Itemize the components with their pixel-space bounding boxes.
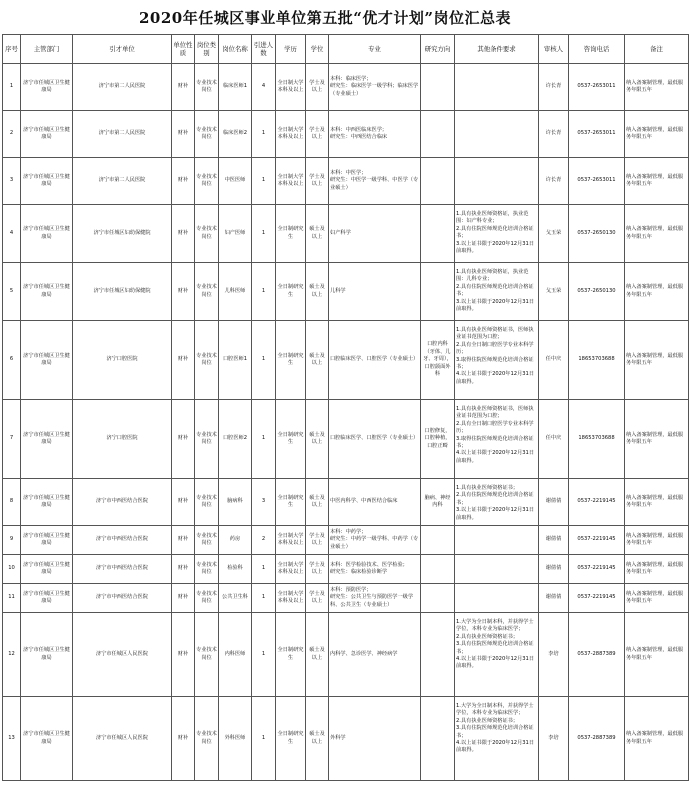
page-title: 2020年任城区事业单位第五批“优才计划”岗位汇总表 xyxy=(138,9,511,27)
table-row xyxy=(3,64,689,111)
cell-phone: 0537-2653011 xyxy=(569,64,625,111)
column-header-post: 岗位名称 xyxy=(219,35,252,64)
cell-degree: 学士及以上 xyxy=(306,584,329,613)
cell-category: 专业技术岗位 xyxy=(195,158,219,205)
table-row xyxy=(3,526,689,555)
cell-count: 1 xyxy=(252,111,276,158)
cell-unit: 济宁市第二人民医院 xyxy=(73,158,172,205)
cell-edu: 全日制大学本科及以上 xyxy=(276,64,306,111)
cell-count: 1 xyxy=(252,613,276,697)
cell-unit: 济宁市中西医结合医院 xyxy=(73,526,172,555)
table-row xyxy=(3,584,689,613)
cell-degree: 学士及以上 xyxy=(306,111,329,158)
cell-nature: 财补 xyxy=(172,584,195,613)
cell-degree: 硕士及以上 xyxy=(306,321,329,400)
cell-category: 专业技术岗位 xyxy=(195,555,219,584)
cell-nature: 财补 xyxy=(172,263,195,321)
column-header-dept: 主管部门 xyxy=(21,35,73,64)
column-header-degree: 学位 xyxy=(306,35,329,64)
cell-reviewer: 戈玉荣 xyxy=(539,205,569,263)
table-row xyxy=(3,400,689,479)
cell-count: 4 xyxy=(252,64,276,111)
cell-count: 1 xyxy=(252,697,276,781)
cell-post: 内科医师 xyxy=(219,613,252,697)
cell-reviewer: 谢倩倩 xyxy=(539,555,569,584)
cell-req: 1.大学为全日制本科，并获得学士学位，本科专业为临床医学； 2.具有执业医师资格证书； 3.具有住院医师规范化培训合格证书； 4.以上证书限于2020年12月31日前取得。 xyxy=(455,697,539,781)
cell-req xyxy=(455,526,539,555)
cell-direction xyxy=(421,205,455,263)
cell-edu: 全日制大学本科及以上 xyxy=(276,555,306,584)
cell-req: 1.具有执业医师资格证书，医师执业证书范围为口腔； 2.具有全日制口腔医学专业本科学历； 3.取得住院医师规范化培训合格证书； 4.以上证书限于2020年12月31日前取得。 xyxy=(455,400,539,479)
cell-category: 专业技术岗位 xyxy=(195,64,219,111)
cell-post: 口腔医师2 xyxy=(219,400,252,479)
cell-degree: 硕士及以上 xyxy=(306,205,329,263)
cell-post: 儿科医师 xyxy=(219,263,252,321)
cell-reviewer: 谢倩倩 xyxy=(539,479,569,526)
cell-no: 2 xyxy=(3,111,21,158)
cell-phone: 0537-2219145 xyxy=(569,555,625,584)
cell-no: 8 xyxy=(3,479,21,526)
table-row xyxy=(3,205,689,263)
cell-count: 3 xyxy=(252,479,276,526)
cell-unit: 济宁市第二人民医院 xyxy=(73,111,172,158)
cell-no: 3 xyxy=(3,158,21,205)
cell-req: 1.具有执业医师资格证书； 2.具有住院医师规范化培训合格证书； 3.以上证书限于2020年12月31日前取得。 xyxy=(455,479,539,526)
cell-nature: 财补 xyxy=(172,400,195,479)
table-row xyxy=(3,479,689,526)
cell-major: 本科：中药学； 研究生：中药学一级学科、中药学（专业硕士） xyxy=(329,526,421,555)
cell-note: 纳入备案制管理，最低服务年限五年 xyxy=(625,111,689,158)
cell-unit: 济宁市任城区妇幼保健院 xyxy=(73,205,172,263)
cell-degree: 硕士及以上 xyxy=(306,479,329,526)
cell-major: 内科学、急诊医学、神经病学 xyxy=(329,613,421,697)
cell-unit: 济宁口腔医院 xyxy=(73,400,172,479)
cell-degree: 学士及以上 xyxy=(306,555,329,584)
cell-nature: 财补 xyxy=(172,111,195,158)
cell-unit: 济宁市第二人民医院 xyxy=(73,64,172,111)
cell-req: 1.大学为全日制本科，并获得学士学位，本科专业为临床医学； 2.具有执业医师资格证书； 3.具有住院医师规范化培训合格证书； 4.以上证书限于2020年12月31日前取得。 xyxy=(455,613,539,697)
cell-category: 专业技术岗位 xyxy=(195,526,219,555)
cell-degree: 学士及以上 xyxy=(306,526,329,555)
cell-reviewer: 谢倩倩 xyxy=(539,526,569,555)
cell-reviewer: 李培 xyxy=(539,697,569,781)
cell-note: 纳入备案制管理，最低服务年限五年 xyxy=(625,263,689,321)
cell-post: 妇产医师 xyxy=(219,205,252,263)
cell-direction xyxy=(421,613,455,697)
cell-dept: 济宁市任城区卫生健康局 xyxy=(21,263,73,321)
cell-nature: 财补 xyxy=(172,526,195,555)
cell-category: 专业技术岗位 xyxy=(195,479,219,526)
column-header-reviewer: 审核人 xyxy=(539,35,569,64)
cell-direction xyxy=(421,555,455,584)
cell-degree: 硕士及以上 xyxy=(306,613,329,697)
cell-direction xyxy=(421,158,455,205)
column-header-count: 引进人数 xyxy=(252,35,276,64)
cell-count: 1 xyxy=(252,205,276,263)
cell-degree: 硕士及以上 xyxy=(306,263,329,321)
cell-direction: 脑病、神经内科 xyxy=(421,479,455,526)
cell-major: 妇产科学 xyxy=(329,205,421,263)
cell-edu: 全日制研究生 xyxy=(276,205,306,263)
table-row xyxy=(3,263,689,321)
cell-dept: 济宁市任城区卫生健康局 xyxy=(21,205,73,263)
cell-nature: 财补 xyxy=(172,158,195,205)
cell-note: 纳入备案制管理，最低服务年限五年 xyxy=(625,205,689,263)
cell-degree: 硕士及以上 xyxy=(306,400,329,479)
positions-table xyxy=(2,34,689,781)
cell-edu: 全日制大学本科及以上 xyxy=(276,158,306,205)
cell-dept: 济宁市任城区卫生健康局 xyxy=(21,584,73,613)
cell-reviewer: 许长青 xyxy=(539,158,569,205)
cell-note: 纳入备案制管理，最低服务年限五年 xyxy=(625,64,689,111)
cell-note: 纳入备案制管理，最低服务年限五年 xyxy=(625,479,689,526)
cell-note: 纳入备案制管理，最低服务年限五年 xyxy=(625,697,689,781)
cell-phone: 18653703688 xyxy=(569,400,625,479)
cell-reviewer: 戈玉荣 xyxy=(539,263,569,321)
cell-count: 1 xyxy=(252,321,276,400)
column-header-no: 序号 xyxy=(3,35,21,64)
cell-req xyxy=(455,111,539,158)
cell-dept: 济宁市任城区卫生健康局 xyxy=(21,613,73,697)
cell-category: 专业技术岗位 xyxy=(195,697,219,781)
cell-req: 1.具有执业医师资格证，执业范围：儿科专业； 2.具有住院医师规范化培训合格证书； 3.以上证书限于2020年12月31日前取得。 xyxy=(455,263,539,321)
cell-no: 5 xyxy=(3,263,21,321)
column-header-direction: 研究方向 xyxy=(421,35,455,64)
cell-count: 1 xyxy=(252,555,276,584)
cell-no: 12 xyxy=(3,613,21,697)
cell-major: 本科：临床医学； 研究生：临床医学一级学科；临床医学（专业硕士） xyxy=(329,64,421,111)
cell-major: 口腔临床医学、口腔医学（专业硕士） xyxy=(329,321,421,400)
cell-dept: 济宁市任城区卫生健康局 xyxy=(21,64,73,111)
cell-reviewer: 许长青 xyxy=(539,64,569,111)
header-row xyxy=(3,35,689,64)
cell-dept: 济宁市任城区卫生健康局 xyxy=(21,400,73,479)
cell-req xyxy=(455,555,539,584)
column-header-unit: 引才单位 xyxy=(73,35,172,64)
column-header-note: 备注 xyxy=(625,35,689,64)
cell-no: 7 xyxy=(3,400,21,479)
table-row xyxy=(3,613,689,697)
cell-nature: 财补 xyxy=(172,697,195,781)
cell-major: 中医内科学、中西医结合临床 xyxy=(329,479,421,526)
column-header-req: 其他条件要求 xyxy=(455,35,539,64)
cell-reviewer: 许长青 xyxy=(539,111,569,158)
cell-nature: 财补 xyxy=(172,479,195,526)
cell-note: 纳入备案制管理，最低服务年限五年 xyxy=(625,584,689,613)
cell-phone: 0537-2219145 xyxy=(569,526,625,555)
cell-category: 专业技术岗位 xyxy=(195,205,219,263)
cell-category: 专业技术岗位 xyxy=(195,584,219,613)
cell-nature: 财补 xyxy=(172,321,195,400)
cell-major: 儿科学 xyxy=(329,263,421,321)
cell-degree: 硕士及以上 xyxy=(306,697,329,781)
cell-category: 专业技术岗位 xyxy=(195,321,219,400)
cell-edu: 全日制研究生 xyxy=(276,263,306,321)
cell-no: 1 xyxy=(3,64,21,111)
cell-dept: 济宁市任城区卫生健康局 xyxy=(21,526,73,555)
cell-direction: 口腔内科（牙体、儿牙、牙周），口腔颌面外科 xyxy=(421,321,455,400)
cell-req: 1.具有执业医师资格证，执业范围：妇产科专业； 2.具有住院医师规范化培训合格证书； 3.以上证书限于2020年12月31日前取得。 xyxy=(455,205,539,263)
cell-phone: 0537-2650130 xyxy=(569,263,625,321)
cell-unit: 济宁市中西医结合医院 xyxy=(73,555,172,584)
table-row xyxy=(3,111,689,158)
cell-post: 检验科 xyxy=(219,555,252,584)
cell-dept: 济宁市任城区卫生健康局 xyxy=(21,111,73,158)
cell-direction: 口腔修复，口腔种植，口腔正畸 xyxy=(421,400,455,479)
cell-reviewer: 李培 xyxy=(539,613,569,697)
cell-post: 临床医师1 xyxy=(219,64,252,111)
cell-no: 10 xyxy=(3,555,21,584)
cell-no: 4 xyxy=(3,205,21,263)
cell-edu: 全日制研究生 xyxy=(276,479,306,526)
cell-nature: 财补 xyxy=(172,205,195,263)
cell-unit: 济宁市任城区人民医院 xyxy=(73,697,172,781)
table-row xyxy=(3,321,689,400)
cell-count: 1 xyxy=(252,263,276,321)
cell-unit: 济宁口腔医院 xyxy=(73,321,172,400)
cell-unit: 济宁市中西医结合医院 xyxy=(73,479,172,526)
cell-direction xyxy=(421,526,455,555)
cell-major: 口腔临床医学、口腔医学（专业硕士） xyxy=(329,400,421,479)
cell-reviewer: 谢倩倩 xyxy=(539,584,569,613)
cell-direction xyxy=(421,584,455,613)
cell-post: 外科医师 xyxy=(219,697,252,781)
cell-dept: 济宁市任城区卫生健康局 xyxy=(21,479,73,526)
cell-phone: 18653703688 xyxy=(569,321,625,400)
cell-direction xyxy=(421,64,455,111)
cell-category: 专业技术岗位 xyxy=(195,263,219,321)
cell-direction xyxy=(421,111,455,158)
cell-edu: 全日制大学本科及以上 xyxy=(276,526,306,555)
cell-dept: 济宁市任城区卫生健康局 xyxy=(21,321,73,400)
cell-note: 纳入备案制管理，最低服务年限五年 xyxy=(625,555,689,584)
cell-phone: 0537-2887389 xyxy=(569,613,625,697)
cell-post: 脑病科 xyxy=(219,479,252,526)
cell-no: 6 xyxy=(3,321,21,400)
cell-no: 13 xyxy=(3,697,21,781)
cell-unit: 济宁市任城区人民医院 xyxy=(73,613,172,697)
cell-major: 本科：中西医临床医学； 研究生：中西医结合临床 xyxy=(329,111,421,158)
table-row xyxy=(3,555,689,584)
cell-major: 本科：医学检验技术、医学检验； 研究生：临床检验诊断学 xyxy=(329,555,421,584)
column-header-category: 岗位类别 xyxy=(195,35,219,64)
cell-phone: 0537-2219145 xyxy=(569,479,625,526)
cell-reviewer: 任中庆 xyxy=(539,400,569,479)
cell-direction xyxy=(421,697,455,781)
cell-no: 11 xyxy=(3,584,21,613)
cell-req xyxy=(455,64,539,111)
cell-unit: 济宁市中西医结合医院 xyxy=(73,584,172,613)
cell-count: 1 xyxy=(252,400,276,479)
cell-category: 专业技术岗位 xyxy=(195,613,219,697)
cell-degree: 学士及以上 xyxy=(306,158,329,205)
cell-phone: 0537-2219145 xyxy=(569,584,625,613)
cell-post: 药房 xyxy=(219,526,252,555)
cell-post: 公共卫生科 xyxy=(219,584,252,613)
cell-count: 1 xyxy=(252,158,276,205)
cell-reviewer: 任中庆 xyxy=(539,321,569,400)
cell-note: 纳入备案制管理，最低服务年限五年 xyxy=(625,400,689,479)
cell-post: 中医医师 xyxy=(219,158,252,205)
cell-nature: 财补 xyxy=(172,64,195,111)
cell-edu: 全日制研究生 xyxy=(276,321,306,400)
column-header-edu: 学历 xyxy=(276,35,306,64)
column-header-phone: 咨询电话 xyxy=(569,35,625,64)
table-row xyxy=(3,158,689,205)
cell-post: 口腔医师1 xyxy=(219,321,252,400)
column-header-major: 专业 xyxy=(329,35,421,64)
cell-note: 纳入备案制管理，最低服务年限五年 xyxy=(625,321,689,400)
cell-req: 1.具有执业医师资格证书，医师执业证书范围为口腔； 2.具有全日制口腔医学专业本科学历； 3.取得住院医师规范化培训合格证书； 4.以上证书限于2020年12月31日前取得。 xyxy=(455,321,539,400)
cell-direction xyxy=(421,263,455,321)
cell-edu: 全日制研究生 xyxy=(276,400,306,479)
cell-req xyxy=(455,584,539,613)
cell-count: 1 xyxy=(252,584,276,613)
cell-nature: 财补 xyxy=(172,555,195,584)
cell-dept: 济宁市任城区卫生健康局 xyxy=(21,555,73,584)
table-row xyxy=(3,697,689,781)
cell-edu: 全日制大学本科及以上 xyxy=(276,584,306,613)
cell-note: 纳入备案制管理，最低服务年限五年 xyxy=(625,613,689,697)
cell-edu: 全日制大学本科及以上 xyxy=(276,111,306,158)
cell-note: 纳入备案制管理，最低服务年限五年 xyxy=(625,526,689,555)
cell-post: 临床医师2 xyxy=(219,111,252,158)
cell-note: 纳入备案制管理，最低服务年限五年 xyxy=(625,158,689,205)
cell-degree: 学士及以上 xyxy=(306,64,329,111)
cell-edu: 全日制研究生 xyxy=(276,697,306,781)
cell-category: 专业技术岗位 xyxy=(195,400,219,479)
cell-dept: 济宁市任城区卫生健康局 xyxy=(21,158,73,205)
cell-no: 9 xyxy=(3,526,21,555)
cell-nature: 财补 xyxy=(172,613,195,697)
cell-dept: 济宁市任城区卫生健康局 xyxy=(21,697,73,781)
cell-phone: 0537-2887389 xyxy=(569,697,625,781)
cell-req xyxy=(455,158,539,205)
cell-phone: 0537-2653011 xyxy=(569,158,625,205)
cell-phone: 0537-2650130 xyxy=(569,205,625,263)
cell-phone: 0537-2653011 xyxy=(569,111,625,158)
cell-edu: 全日制研究生 xyxy=(276,613,306,697)
cell-major: 本科：中医学； 研究生：中医学一级学科、中医学（专业硕士） xyxy=(329,158,421,205)
cell-category: 专业技术岗位 xyxy=(195,111,219,158)
cell-unit: 济宁市任城区妇幼保健院 xyxy=(73,263,172,321)
cell-major: 外科学 xyxy=(329,697,421,781)
column-header-nature: 单位性质 xyxy=(172,35,195,64)
cell-count: 2 xyxy=(252,526,276,555)
cell-major: 本科：预防医学； 研究生：公共卫生与预防医学一级学科、公共卫生（专业硕士） xyxy=(329,584,421,613)
